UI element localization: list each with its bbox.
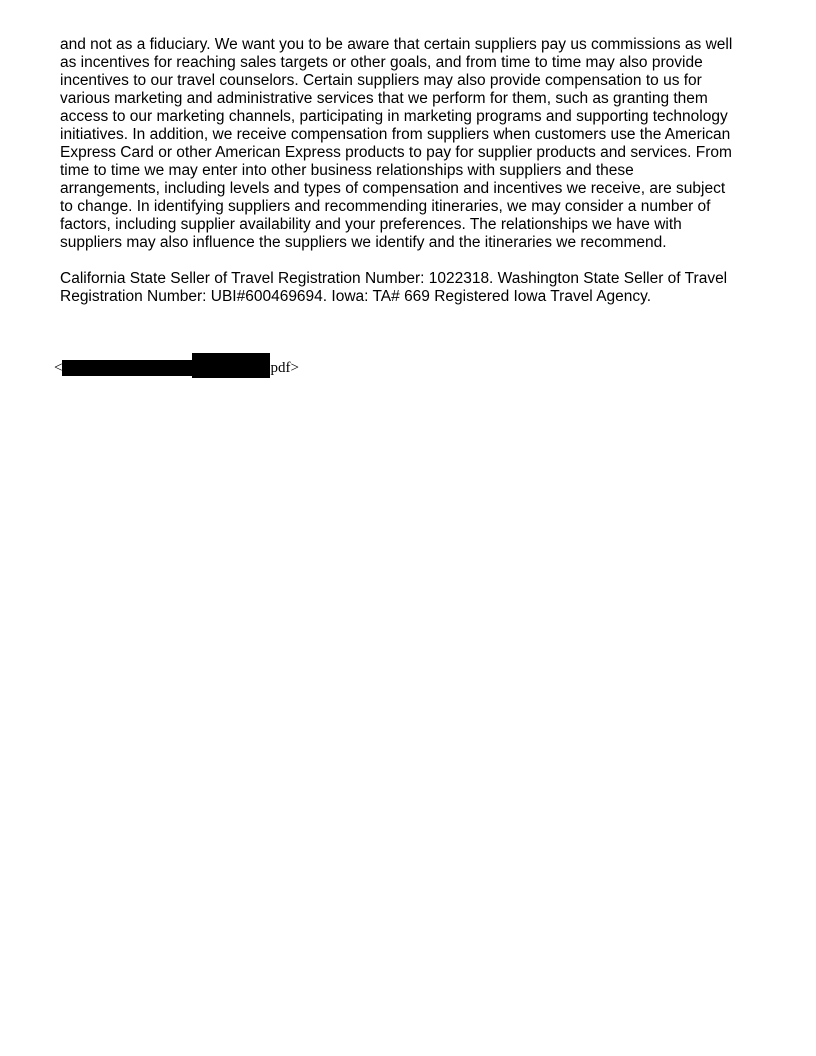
paragraph-line: access to our marketing channels, participating in marketing programs and supporting technology xyxy=(60,108,728,125)
document-body xyxy=(60,36,760,306)
paragraph-line: initiatives. In addition, we receive compensation from suppliers when customers use the American xyxy=(60,126,731,143)
registration-paragraph xyxy=(60,270,760,306)
paragraph-line: arrangements, including levels and types of compensation and incentives we receive, are subject xyxy=(60,180,726,197)
paragraph-line: as incentives for reaching sales targets or other goals, and from time to time may also provide xyxy=(60,54,703,71)
paragraph-line: and not as a fiduciary. We want you to be aware that certain suppliers pay us commissions as well xyxy=(60,36,733,53)
attachment-reference[interactable] xyxy=(54,358,299,378)
paragraph-line: time to time we may enter into other business relationships with suppliers and these xyxy=(60,162,634,179)
paragraph-line: Express Card or other American Express products to pay for supplier products and services. From xyxy=(60,144,732,161)
paragraph-spacer xyxy=(60,252,760,270)
attachment-open-bracket: < xyxy=(54,360,63,376)
paragraph-line: suppliers may also influence the suppliers we identify and the itineraries we recommend. xyxy=(60,234,667,251)
paragraph-line: Registration Number: UBI#600469694. Iowa: TA# 669 Registered Iowa Travel Agency. xyxy=(60,288,652,305)
redaction-block xyxy=(192,353,270,378)
paragraph-line: to change. In identifying suppliers and recommending itineraries, we may consider a number of xyxy=(60,198,711,215)
disclosure-paragraph xyxy=(60,36,760,252)
redaction-block xyxy=(62,360,190,376)
attachment-extension: pdf> xyxy=(270,360,299,376)
paragraph-line: various marketing and administrative services that we perform for them, such as granting them xyxy=(60,90,708,107)
paragraph-line: incentives to our travel counselors. Certain suppliers may also provide compensation to us for xyxy=(60,72,702,89)
paragraph-line: California State Seller of Travel Registration Number: 1022318. Washington State Seller of Travel xyxy=(60,270,728,287)
paragraph-line: factors, including supplier availability and your preferences. The relationships we have with xyxy=(60,216,682,233)
